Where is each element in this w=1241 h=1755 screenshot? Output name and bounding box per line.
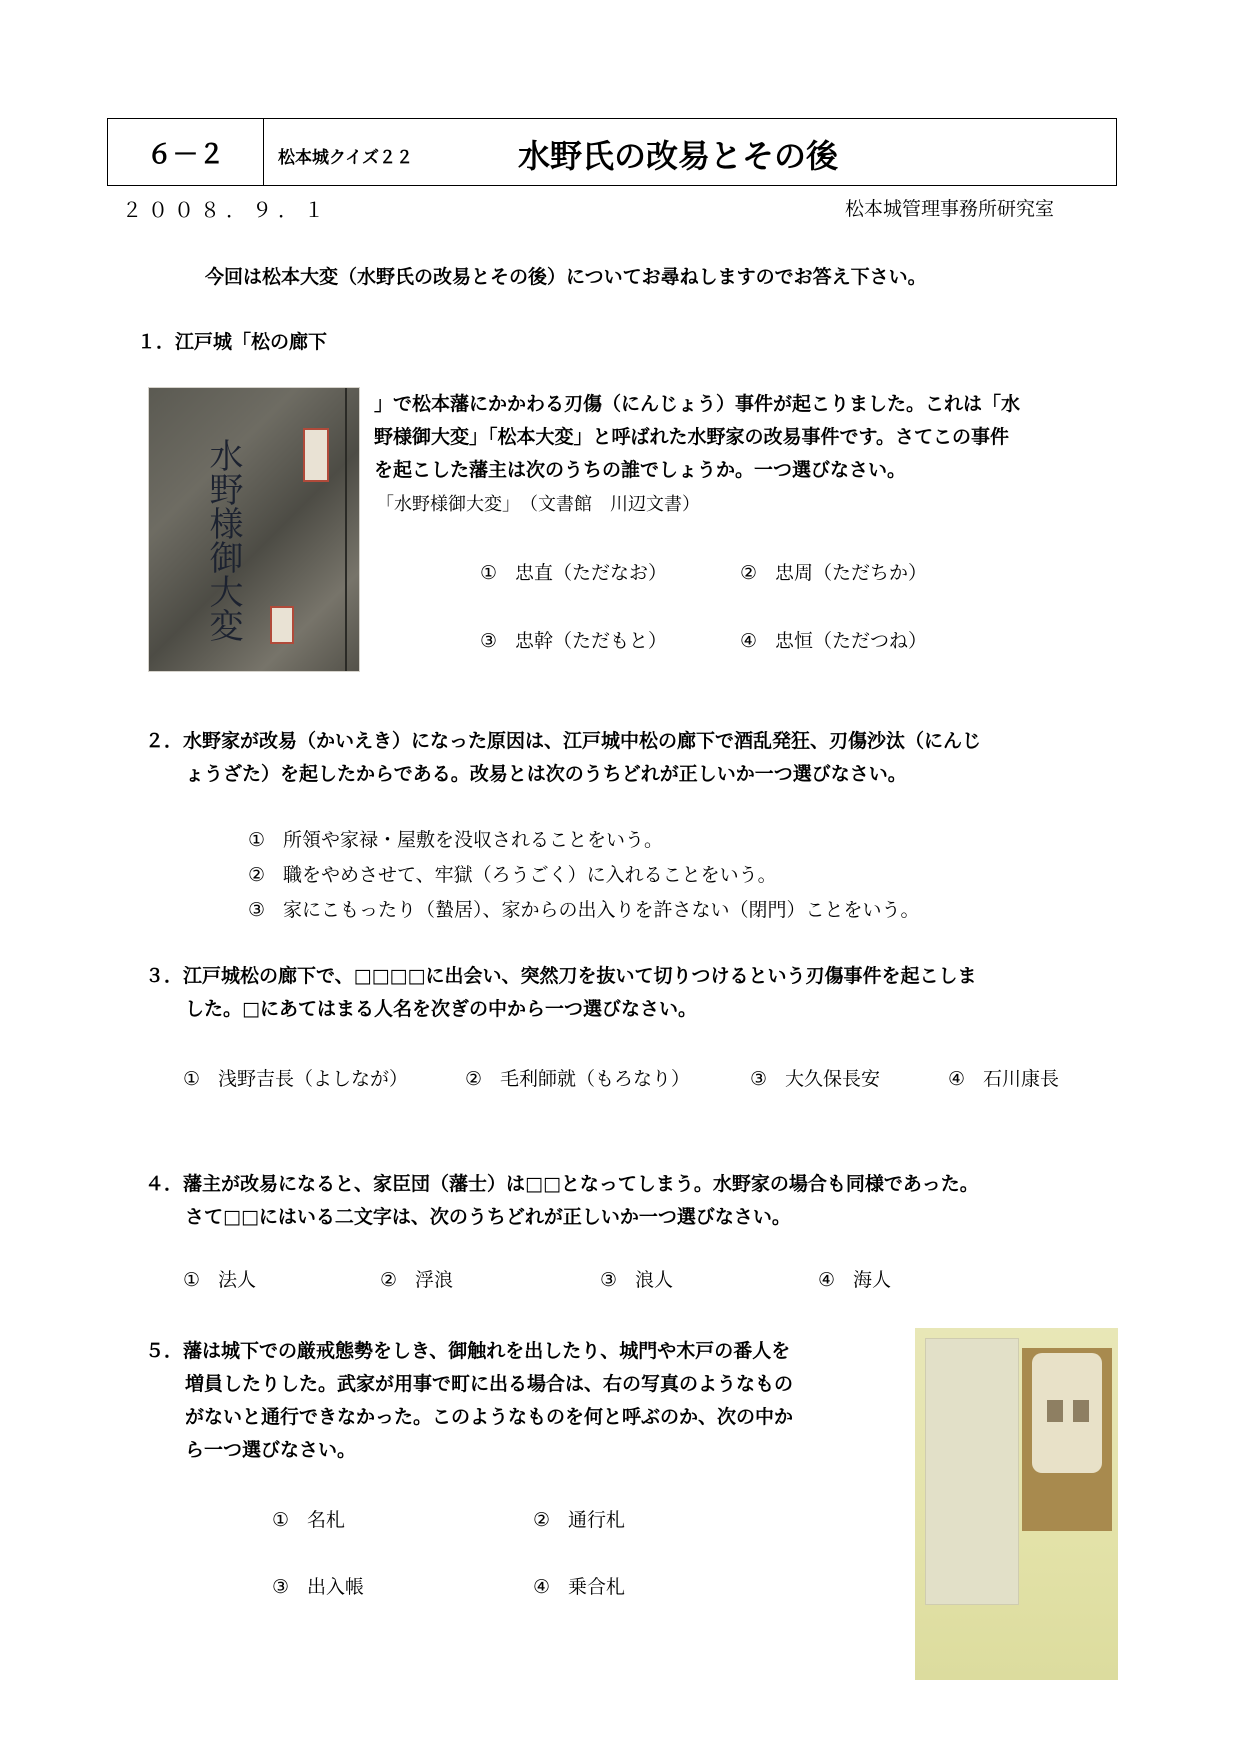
option-2[interactable]: ② 通行札 [533,1509,626,1531]
question-text-line: 水野家が改易（かいえき）になった原因は、江戸城中松の廊下で酒乱発狂、刃傷沙汰（にんじ [183,730,982,752]
option-3[interactable]: ③ 忠幹（ただもと） [480,630,668,652]
option-4[interactable]: ④ 石川康長 [948,1068,1060,1090]
mizuno-document-photo [148,387,360,672]
option-1[interactable]: ① 浅野吉長（よしなが） [183,1068,409,1090]
option-2[interactable]: ② 浮浪 [380,1269,454,1291]
question-number: １． [137,331,176,353]
question-text-line: 増員したりした。武家が用事で町に出る場合は、右の写真のようなもの [185,1373,794,1395]
question-text-line: 藩主が改易になると、家臣団（藩士）は□□となってしまう。水野家の場合も同様であった。 [183,1173,979,1195]
option-3[interactable]: ③ 家にこもったり（蟄居）、家からの出入りを許さない（閉門）ことをいう。 [248,899,920,921]
question-text-line: ょうざた）を起したからである。改易とは次のうちどれが正しいか一つ選びなさい。 [185,763,907,785]
question-text-line: 江戸城「松の廊下 [175,331,328,353]
option-1[interactable]: ① 忠直（ただなお） [480,562,668,584]
date: ２００８．９．１ [122,198,330,222]
page-title: 水野氏の改易とその後 [518,137,839,175]
option-3[interactable]: ③ 出入帳 [272,1576,365,1598]
option-2[interactable]: ② 職をやめさせて、牢獄（ろうごく）に入れることをいう。 [248,864,777,886]
intro-text: 今回は松本大変（水野氏の改易とその後）についてお尋ねしますのでお答え下さい。 [205,266,927,288]
question-number: ３． [145,965,184,987]
pass-document-photo [915,1328,1118,1680]
question-text-line: 藩は城下での厳戒態勢をしき、御触れを出したり、城門や木戸の番人を [183,1340,791,1362]
question-number: ５． [145,1340,184,1362]
question-text-line: さて□□にはいる二文字は、次のうちどれが正しいか一つ選びなさい。 [185,1206,791,1228]
office-name: 松本城管理事務所研究室 [845,198,1055,220]
tag-paper [1032,1353,1102,1473]
option-1[interactable]: ① 法人 [183,1269,257,1291]
question-text-line: がないと通行できなかった。このようなものを何と呼ぶのか、次の中か [185,1406,794,1428]
question-text-line: 」で松本藩にかかわる刃傷（にんじょう）事件が起こりました。これは「水 [374,393,1021,415]
header-box [107,118,1117,186]
question-2 [145,725,981,791]
photo-label [270,606,294,644]
question-text-line: ら一つ選びなさい。 [185,1439,357,1461]
question-text-line: 野様御大変」「松本大変」と呼ばれた水野家の改易事件です。さてこの事件 [374,426,1009,448]
question-1-heading [137,326,327,359]
question-1-body [374,388,1020,487]
photo-calligraphy: 水野様御大変 [203,438,243,642]
question-text-line: を起こした藩主は次のうちの誰でしょうか。一つ選びなさい。 [374,459,907,481]
option-2[interactable]: ② 忠周（ただちか） [740,562,928,584]
paper-slip [925,1338,1019,1605]
question-5 [145,1335,793,1467]
photo-caption: 「水野様御大変」 （文書館 川辺文書） [376,494,700,515]
question-4 [145,1168,979,1234]
quiz-subtitle: 松本城クイズ２２ [278,148,413,168]
option-1[interactable]: ① 所領や家禄・屋敷を没収されることをいう。 [248,829,664,851]
photo-label [303,428,329,482]
book-binding [345,388,347,671]
option-4[interactable]: ④ 海人 [818,1269,892,1291]
question-3 [145,960,976,1026]
seal-stamp [1073,1400,1089,1422]
seal-stamp [1047,1400,1063,1422]
question-number: ２． [145,730,184,752]
option-1[interactable]: ① 名札 [272,1509,346,1531]
question-text-line: した。□にあてはまる人名を次ぎの中から一つ選びなさい。 [185,998,697,1020]
sheet-number: ６－２ [108,119,264,185]
option-3[interactable]: ③ 浪人 [600,1269,674,1291]
option-3[interactable]: ③ 大久保長安 [750,1068,881,1090]
question-number: ４． [145,1173,184,1195]
option-4[interactable]: ④ 乗合札 [533,1576,626,1598]
option-2[interactable]: ② 毛利師就（もろなり） [465,1068,691,1090]
option-4[interactable]: ④ 忠恒（ただつね） [740,630,928,652]
question-text-line: 江戸城松の廊下で、□□□□に出会い、突然刀を抜いて切りつけるという刃傷事件を起こしま [183,965,977,987]
